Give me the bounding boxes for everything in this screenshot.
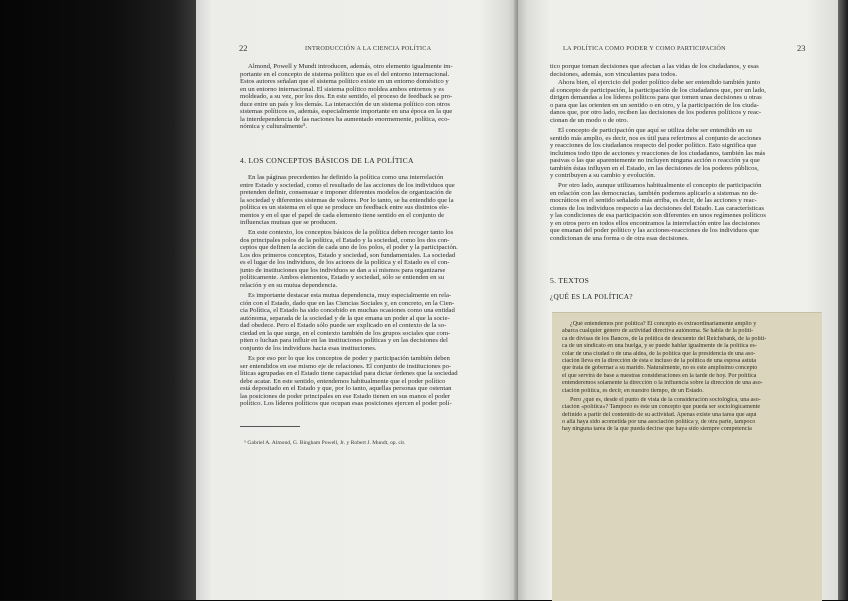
text-line: cia Política, el Estado ha sido concebido en muchas ocasiones como una entidad xyxy=(240,307,455,314)
text-line: ciación política, es decir, en nuestro tiempo, de un Estado. xyxy=(562,387,704,394)
text-line: en relación con las democracias, también podemos aplicarlo a sistemas no de- xyxy=(550,189,759,197)
text-line: ¿Qué entendemos por política? El concepto es extraordinariamente amplio y xyxy=(570,321,757,327)
text-line: pasivas o las que aparentemente no incluyen ninguna acción o reacción ya que xyxy=(550,157,760,164)
text-line: definido a partir del contenido de su actividad. Apenas existe una tarea que aquí xyxy=(562,411,757,418)
right-paragraph-2 xyxy=(550,79,822,124)
text-line: hay ninguna tarea de la que pueda decirse que haya sido siempre competencia xyxy=(562,426,752,433)
text-line: decisiones, además, son vinculantes para todos. xyxy=(550,70,678,78)
text-line: y en otros pero en todos ellos encontramos la interrelación entre las decisiones xyxy=(550,219,760,227)
left-running-head: INTRODUCCIÓN A LA CIENCIA POLÍTICA xyxy=(305,45,432,52)
text-line: político. Los líderes políticos que ocupan esas posiciones ejercen el poder polí- xyxy=(240,400,452,407)
text-line: nómica y culturalmente⁵. xyxy=(240,123,308,130)
text-line: autónoma, separada de la sociedad y de la que emana un poder al que la socie- xyxy=(240,314,450,322)
text-line: En este contexto, los conceptos básicos de la política deben recoger tanto los xyxy=(248,229,454,236)
text-line: tico porque toman decisiones que afectan a las vidas de los ciudadanos, y esas xyxy=(550,63,759,70)
left-paragraph-5 xyxy=(240,355,508,408)
right-paragraph-1 xyxy=(550,63,822,78)
text-line: Es importante destacar esta mutua dependencia, muy especialmente en rela- xyxy=(248,292,452,299)
text-line: ca de divisas de los Bancos, de la política de descuento del Reichsbank, de la políti- xyxy=(562,335,767,342)
text-line: el que servirá de base a nuestras consideraciones en la tarde de hoy. Por política xyxy=(562,372,757,379)
text-line: la interdependencia de las naciones ha aumentado enormemente, política, eco- xyxy=(240,115,450,123)
text-line: debe acatar. En este sentido, entendemos habitualmente que el poder político xyxy=(240,377,446,385)
text-line: ca de un sindicato en una huelga, y se puede hablar igualmente de la política es- xyxy=(562,343,757,350)
footnote-rule xyxy=(240,426,300,427)
text-line: es el lugar de los individuos, de los actores de la política y el Estado es el con- xyxy=(240,259,450,266)
text-line: ser entendidos en ese mismo eje de relaciones. El conjunto de instituciones po- xyxy=(240,362,452,370)
text-line: dirigen demandas a los líderes políticos para que tomen unas decisiones u otras xyxy=(550,94,762,101)
left-paragraph-2 xyxy=(240,174,508,227)
text-line: conjunto de los individuos hacia esas instituciones. xyxy=(240,344,377,352)
section-title-5: 5. TEXTOS xyxy=(550,276,590,285)
text-line: ciones de los individuos respecto a las decisiones del Estado. Las características xyxy=(550,204,764,212)
text-line: cionan de un modo o de otro. xyxy=(550,116,629,124)
text-line: también éstas influyen en el Estado, en las decisiones de los poderes públicos, xyxy=(550,164,759,172)
right-paragraph-4 xyxy=(550,182,822,242)
text-line: entre Estado y sociedad, como el resultado de las acciones de los individuos que xyxy=(240,181,455,189)
text-line: portante en el concepto de sistema político que es el del entorno internacional. xyxy=(240,70,450,78)
text-line: Estos autores señalan que el sistema político existe en un entorno doméstico y xyxy=(240,78,449,85)
text-line: o allá haya sido acometida por una asociación política y, de otra parte, tampoco xyxy=(562,419,756,426)
text-line: condicionan de una forma o de otra esas decisiones. xyxy=(550,234,689,242)
text-line: incluimos todo tipo de acciones y reacciones de los ciudadanos, también las más xyxy=(550,149,766,157)
right-running-head: LA POLÍTICA COMO PODER Y COMO PARTICIPACIÓN xyxy=(563,45,726,52)
text-line: y las condiciones de esa participación son diferentes en unos regímenes políticos xyxy=(550,212,766,219)
left-paragraph-3 xyxy=(240,229,508,289)
right-paragraph-3 xyxy=(550,127,822,180)
text-line: políticamente. Ambos elementos, Estado y sociedad, sólo se entienden en su xyxy=(240,274,445,281)
text-line: Almond, Powell y Mundt introducen, además, otro elemento igualmente im- xyxy=(248,63,453,70)
text-line: Es por eso por lo que los conceptos de poder y participación también deben xyxy=(248,355,450,362)
text-line: las posiciones de poder principales en ese Estado tienen en sus manos el poder xyxy=(240,392,451,400)
right-page-number: 23 xyxy=(797,43,806,53)
subsection-title: ¿QUÉ ES LA POLÍTICA? xyxy=(550,293,633,301)
text-line: dos principales polos de la política, el Estado y la sociedad, como los dos con- xyxy=(240,236,450,244)
text-line: piten o luchan para influir en las instituciones políticas y en las decisiones del xyxy=(240,337,448,344)
scan-background-right xyxy=(838,0,848,600)
text-line: dad obedece. Pero el Estado sólo puede ser explicado en el contexto de la so- xyxy=(240,322,447,329)
text-line: mentos y en el que el papel de cada elemento tiene sentido en el conjunto de xyxy=(240,211,445,219)
left-paragraph-1 xyxy=(240,63,508,131)
text-line: Por otro lado, aunque utilizamos habitualmente el concepto de participación xyxy=(558,182,762,189)
text-line: sistemas políticos es, además, especialmente importante en una época en la que xyxy=(240,108,453,115)
text-line: ciación «política»? Tampoco es éste un concepto que pueda ser sociológicamente xyxy=(562,404,761,411)
text-line: En las páginas precedentes he definido la política como una interrelación xyxy=(248,174,444,181)
text-line: política es un sistema en el que se produce un feedback entre sus distintos ele- xyxy=(240,204,450,211)
footnote-5: ⁵ Gabriel A. Almond, G. Bingham Powell, Jr. y Robert J. Mundt, op. cit. xyxy=(244,440,406,446)
section-title-4: 4. LOS CONCEPTOS BÁSICOS DE LA POLÍTICA xyxy=(240,156,414,165)
text-line: junto de instituciones que los individuos se dan a sí mismos para organizarse xyxy=(240,266,446,274)
left-paragraph-4 xyxy=(240,292,508,352)
text-line: danos que, por otro lado, reciben las decisiones de los poderes políticos y reac- xyxy=(550,109,762,116)
text-line: abarca cualquier género de actividad directiva autónoma. Se habla de la políti- xyxy=(562,328,754,335)
text-line: está depositado en el Estado y que, por lo tanto, aquellas personas que ostentan xyxy=(240,385,452,392)
text-line: o para que las orienten en un sentido o en otro, y la participación de los ciuda- xyxy=(550,101,759,109)
text-line: relación y en su mutua dependencia. xyxy=(240,281,338,289)
text-line: Ahora bien, el ejercicio del poder político debe ser entendido también junto xyxy=(558,79,761,86)
text-line: colar de una ciudad o de una aldea, de la política que la presidencia de una aso- xyxy=(562,350,756,357)
text-line: que emanan del poder político y las acciones-reacciones de los individuos que xyxy=(550,227,759,234)
text-line: influencias mutuas que se producen. xyxy=(240,219,338,226)
quote-box xyxy=(552,312,822,601)
text-line: ceptos que definen la acción de cada uno de los polos, el poder y la participación. xyxy=(240,244,458,251)
text-line: y contribuyen a su cambio y evolución. xyxy=(550,172,656,179)
text-line: El concepto de participación que aquí se utiliza debe ser entendido en su xyxy=(558,127,752,134)
text-line: al concepto de participación, la participación de los ciudadanos que, por un lado, xyxy=(550,86,766,94)
text-line: sentido más amplio, es decir, nos es útil para referirnos al conjunto de acciones xyxy=(550,134,762,142)
text-line: Los dos primeros conceptos, Estado y sociedad, son fundamentales. La sociedad xyxy=(240,251,456,259)
text-line: mocráticos en el sentido señalado más arriba, es decir, de las acciones y reac- xyxy=(550,197,757,204)
text-line: duce entre un país y los demás. La interacción de un sistema político con otros xyxy=(240,100,451,108)
text-line: ción con el Estado, dado que en las Ciencias Sociales y, en concreto, en la Cien- xyxy=(240,299,455,307)
left-page-number: 22 xyxy=(239,43,248,53)
text-line: y reacciones de los ciudadanos respecto del poder político. Esto significa que xyxy=(550,142,757,149)
text-line: moldeado, a su vez, por los dos. En este sentido, el proceso de feedback se pro- xyxy=(240,93,453,100)
text-line: ciación lleva en la dirección de ésta e incluso de la política de una esposa astuta xyxy=(562,357,757,364)
text-line: que trata de gobernar a su marido. Naturalmente, no es este amplísimo concepto xyxy=(562,365,758,372)
text-line: en un entorno internacional. El sistema político moldea ambos entornos y es xyxy=(240,85,444,93)
text-line: la sociedad y diferentes sistemas de valores. Por lo tanto, se ha entendido que la xyxy=(240,196,454,204)
scan-background-left xyxy=(0,0,196,600)
text-line: entenderemos solamente la dirección o la influencia sobre la dirección de una aso- xyxy=(562,380,763,387)
text-line: Pero ¿qué es, desde el punto de vista de la consideración sociológica, una aso- xyxy=(570,396,761,403)
text-line: ciedad en la que surge, en el contexto también de los grupos sociales que com- xyxy=(240,329,451,337)
text-line: líticas agrupadas en el Estado tiene capacidad para dictar órdenes que la sociedad xyxy=(240,370,458,377)
text-line: pretenden definir, consensuar e imponer diferentes modelos de organización de xyxy=(240,189,452,196)
quote-box-text xyxy=(562,321,814,434)
